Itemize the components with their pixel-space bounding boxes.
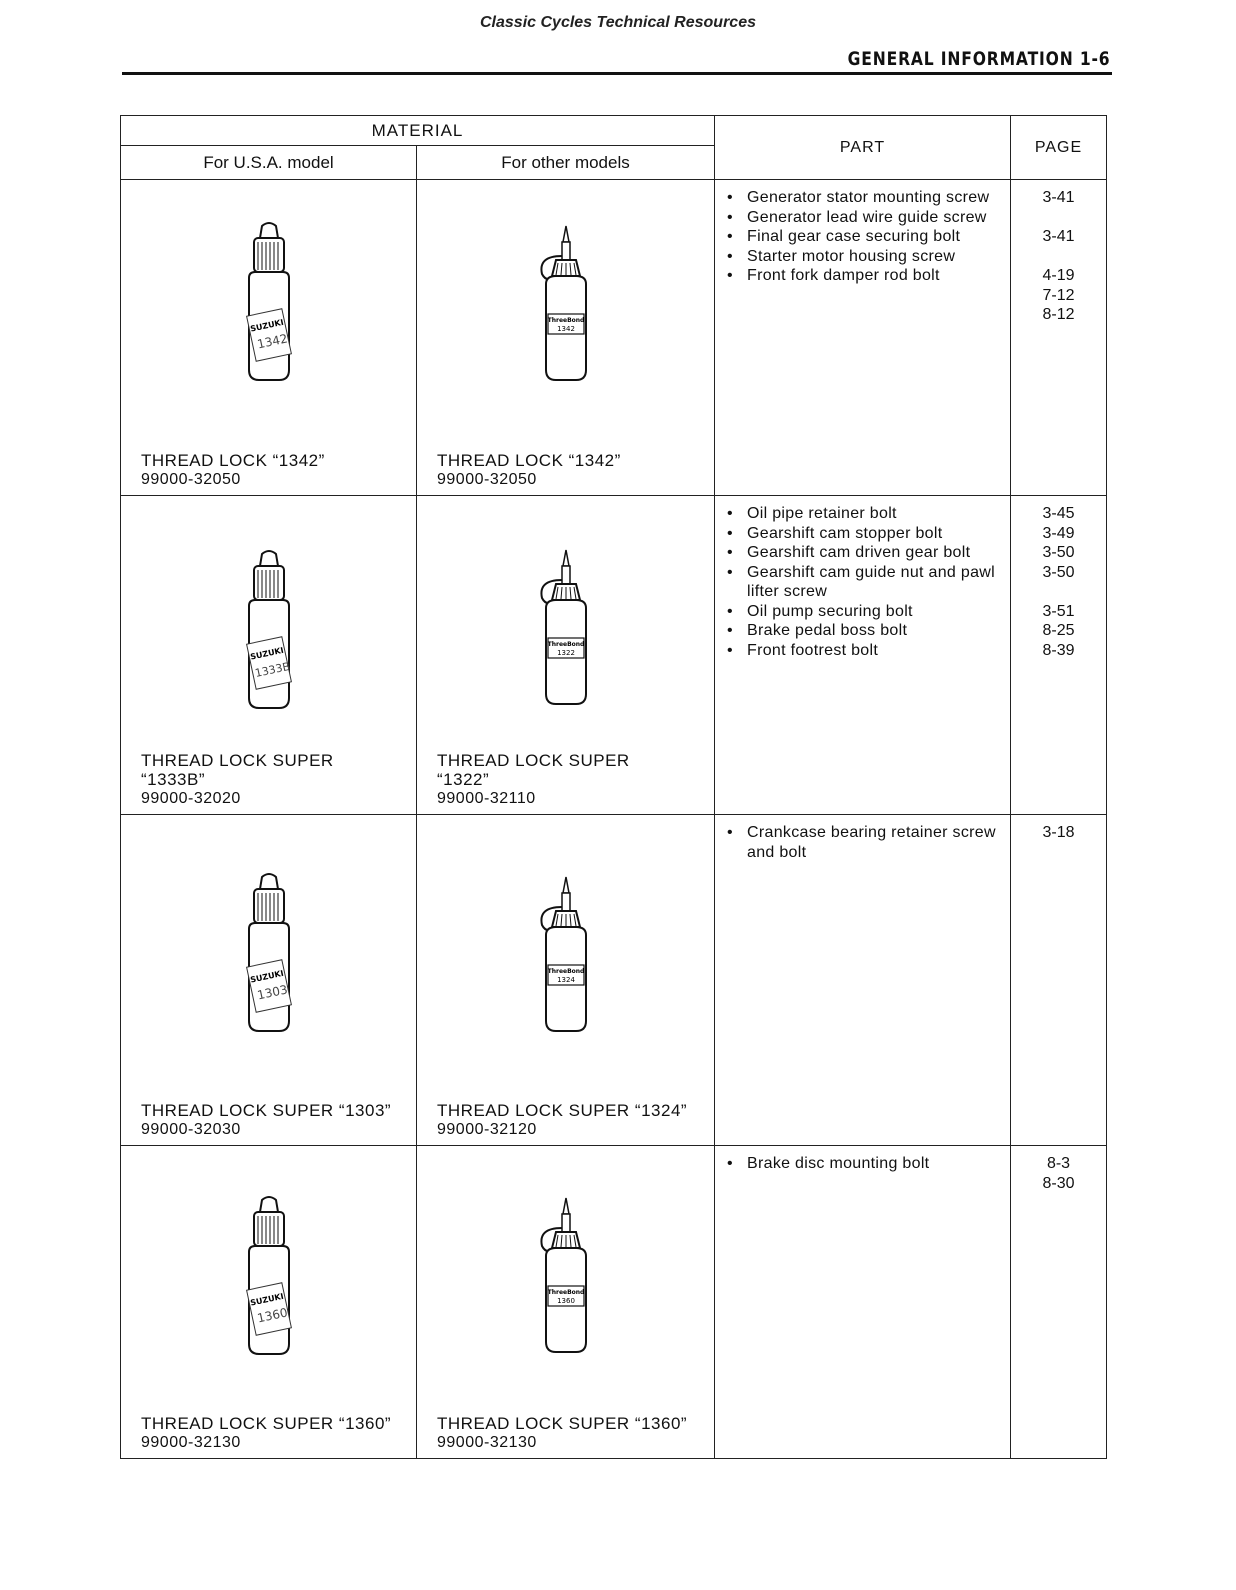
bottle-label: 1322 — [556, 649, 575, 657]
material-code: 99000-32020 — [141, 790, 241, 807]
material-label — [437, 1414, 687, 1452]
page-cell — [1011, 496, 1107, 815]
page-ref: 3-18 — [1042, 824, 1075, 841]
page-ref: 4-19 — [1042, 267, 1075, 284]
suzuki-bottle-icon — [229, 871, 309, 1041]
bottle-label: 1342 — [556, 325, 575, 333]
threebond-bottle-icon — [516, 544, 616, 714]
page-ref: 3-41 — [1042, 189, 1075, 206]
part-list — [723, 823, 1000, 862]
list-item: • Brake disc mounting bolt — [723, 1154, 1000, 1174]
page-ref: 3-50 — [1042, 544, 1075, 561]
table-row — [121, 496, 1107, 815]
bottle-brand: ThreeBond — [547, 1289, 584, 1296]
material-code: 99000-32050 — [141, 471, 241, 488]
other-material-cell — [417, 496, 715, 815]
list-item: • Gearshift cam guide nut and pawl lifter screw — [723, 563, 1000, 602]
list-item: • Oil pump securing bolt — [723, 602, 1000, 622]
page-ref: 3-51 — [1042, 602, 1075, 620]
part-cell — [715, 815, 1011, 1146]
table-row — [121, 815, 1107, 1146]
list-item: • Oil pipe retainer bolt — [723, 504, 1000, 524]
material-name: THREAD LOCK SUPER “1333B” — [141, 751, 334, 789]
list-item: • Gearshift cam driven gear bolt — [723, 543, 1000, 563]
material-name: THREAD LOCK SUPER “1360” — [141, 1414, 392, 1433]
bottle-brand: SUZUKI — [249, 317, 284, 334]
part-cell — [715, 496, 1011, 815]
bottle-brand: SUZUKI — [249, 645, 284, 662]
part-cell — [715, 180, 1011, 496]
material-label — [141, 1414, 391, 1452]
bottle-brand: SUZUKI — [249, 968, 284, 985]
page-ref: 8-25 — [1042, 622, 1075, 639]
materials-table — [120, 115, 1107, 1459]
material-label — [437, 451, 621, 489]
page-ref: 8-3 — [1046, 1155, 1071, 1172]
list-item: • Generator stator mounting screw — [723, 188, 1000, 208]
bottle-brand: ThreeBond — [547, 641, 584, 648]
page-list — [1011, 188, 1106, 325]
bottle-brand: ThreeBond — [547, 968, 584, 975]
list-item: • Gearshift cam stopper bolt — [723, 524, 1000, 544]
list-item: • Front footrest bolt — [723, 641, 1000, 661]
material-header: MATERIAL — [121, 116, 715, 146]
bottle-label: 1360 — [556, 1297, 575, 1305]
site-title: Classic Cycles Technical Resources — [480, 14, 756, 31]
material-code: 99000-32130 — [437, 1434, 537, 1451]
bottle-brand: ThreeBond — [547, 317, 584, 324]
part-list — [723, 188, 1000, 286]
list-item: • Crankcase bearing retainer screw and bolt — [723, 823, 1000, 862]
page-ref: 3-41 — [1042, 228, 1075, 245]
section-title — [847, 48, 1110, 70]
usa-material-cell — [121, 815, 417, 1146]
list-item: • Final gear case securing bolt — [723, 227, 1000, 247]
material-code: 99000-32130 — [141, 1434, 241, 1451]
bottle-label: 1324 — [556, 976, 575, 984]
material-label — [141, 751, 334, 808]
suzuki-bottle-icon — [229, 548, 309, 718]
part-cell — [715, 1146, 1011, 1459]
bottle-label: 1360 — [255, 1305, 289, 1326]
material-name: THREAD LOCK SUPER “1322” — [437, 751, 630, 789]
page-list — [1011, 504, 1106, 660]
page-list — [1011, 823, 1106, 843]
bottle-label: 1333B — [253, 659, 291, 680]
other-material-cell — [417, 815, 715, 1146]
list-item: • Starter motor housing screw — [723, 247, 1000, 267]
other-material-cell — [417, 180, 715, 496]
section-title-text: GENERAL INFORMATION — [847, 48, 1074, 70]
page-ref: 8-12 — [1042, 306, 1075, 323]
material-label — [141, 1101, 391, 1139]
suzuki-bottle-icon — [229, 1194, 309, 1364]
page-ref: 8-39 — [1042, 641, 1075, 659]
page-number: 1-6 — [1079, 48, 1110, 70]
threebond-bottle-icon — [516, 1192, 616, 1362]
table-row — [121, 180, 1107, 496]
list-item: • Generator lead wire guide screw — [723, 208, 1000, 228]
material-code: 99000-32120 — [437, 1121, 537, 1138]
threebond-bottle-icon — [516, 871, 616, 1041]
material-code: 99000-32030 — [141, 1121, 241, 1138]
page-header: PAGE — [1011, 116, 1107, 180]
table-row — [121, 1146, 1107, 1459]
material-name: THREAD LOCK “1342” — [437, 451, 621, 470]
material-code: 99000-32110 — [437, 790, 536, 807]
material-label — [437, 751, 630, 808]
page-ref: 3-45 — [1042, 505, 1075, 522]
material-name: THREAD LOCK SUPER “1324” — [437, 1101, 688, 1120]
part-list — [723, 504, 1000, 660]
part-header: PART — [715, 116, 1011, 180]
bottle-brand: SUZUKI — [249, 1291, 284, 1308]
page-ref: 3-50 — [1042, 563, 1075, 581]
usa-material-cell — [121, 496, 417, 815]
material-name: THREAD LOCK “1342” — [141, 451, 325, 470]
page-list — [1011, 1154, 1106, 1193]
material-code: 99000-32050 — [437, 471, 537, 488]
material-name: THREAD LOCK SUPER “1303” — [141, 1101, 392, 1120]
other-material-cell — [417, 1146, 715, 1459]
list-item: • Brake pedal boss bolt — [723, 621, 1000, 641]
page-ref: 8-30 — [1042, 1174, 1075, 1192]
list-item: • Front fork damper rod bolt — [723, 266, 1000, 286]
bottle-label: 1342 — [255, 331, 289, 352]
page-cell — [1011, 815, 1107, 1146]
page-ref: 7-12 — [1042, 286, 1075, 304]
suzuki-bottle-icon — [229, 220, 309, 390]
page-cell — [1011, 1146, 1107, 1459]
material-label — [437, 1101, 687, 1139]
usa-material-cell — [121, 180, 417, 496]
title-rule — [122, 72, 1112, 75]
page-ref: 3-49 — [1042, 524, 1075, 542]
usa-material-cell — [121, 1146, 417, 1459]
other-models-header: For other models — [417, 146, 715, 180]
page-cell — [1011, 180, 1107, 496]
bottle-label: 1303 — [255, 982, 289, 1003]
threebond-bottle-icon — [516, 220, 616, 390]
material-name: THREAD LOCK SUPER “1360” — [437, 1414, 688, 1433]
usa-model-header: For U.S.A. model — [121, 146, 417, 180]
material-label — [141, 451, 325, 489]
part-list — [723, 1154, 1000, 1174]
